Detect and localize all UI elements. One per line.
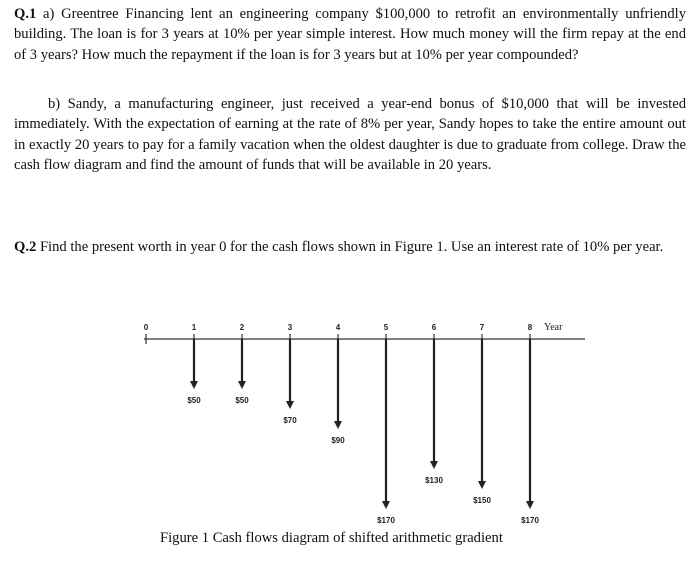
cash-flow-label-6: $130 — [425, 476, 443, 485]
cash-flow-label-1: $50 — [187, 396, 201, 405]
axis-label-year: Year — [544, 322, 563, 333]
cash-flow-label-3: $70 — [283, 416, 297, 425]
year-label: 1 — [191, 323, 197, 332]
year-label: 4 — [335, 323, 341, 332]
arrowhead-7 — [478, 481, 486, 489]
question-2 — [14, 237, 686, 257]
question-1-part-a — [14, 4, 686, 65]
year-label: 2 — [239, 323, 245, 332]
arrowhead-6 — [430, 461, 438, 469]
question-1-number: Q.1 — [14, 6, 37, 22]
question-2-text: Find the present worth in year 0 for the cash flows shown in Figure 1. Use an interest rate of 10% per year. — [36, 239, 664, 255]
arrowhead-2 — [238, 381, 246, 389]
question-1-part-b — [14, 94, 686, 175]
figure-caption: Figure 1 Cash flows diagram of shifted arithmetic gradient — [160, 530, 503, 546]
arrowhead-1 — [190, 381, 198, 389]
arrowhead-8 — [526, 501, 534, 509]
cash-flow-label-8: $170 — [521, 516, 539, 525]
question-1a-text: a) Greentree Financing lent an engineering company $100,000 to retrofit an environmentally unfriendly building. The loan is for 3 years at 10% per year simple interest. How much money will the firm repay at the end of 3 years? How much the repayment if the loan is for 3 years but at 10% per year compounded? — [14, 6, 686, 63]
arrowhead-5 — [382, 501, 390, 509]
cash-flow-label-7: $150 — [473, 496, 491, 505]
cash-flow-label-2: $50 — [235, 396, 249, 405]
year-label: 6 — [431, 323, 437, 332]
arrowhead-3 — [286, 401, 294, 409]
cash-flow-diagram — [0, 312, 700, 527]
year-label: 3 — [287, 323, 293, 332]
cash-flow-chart-layer — [144, 322, 585, 525]
arrowhead-4 — [334, 421, 342, 429]
cash-flow-label-5: $170 — [377, 516, 395, 525]
year-label: 7 — [479, 323, 485, 332]
question-2-number: Q.2 — [14, 239, 37, 255]
cash-flow-label-4: $90 — [331, 436, 345, 445]
year-label: 5 — [383, 323, 389, 332]
question-1b-text: b) Sandy, a manufacturing engineer, just received a year-end bonus of $10,000 that will be invested immediately. With the expectation of earning at the rate of 8% per year, Sandy hopes to take the entire amount out in exactly 20 years to pay for a family vacation when the oldest daughter is due to graduate from college. Draw the cash flow diagram and find the amount of funds that will be available in 20 years. — [14, 96, 686, 173]
year-label: 8 — [527, 323, 533, 332]
year-label: 0 — [143, 323, 149, 332]
